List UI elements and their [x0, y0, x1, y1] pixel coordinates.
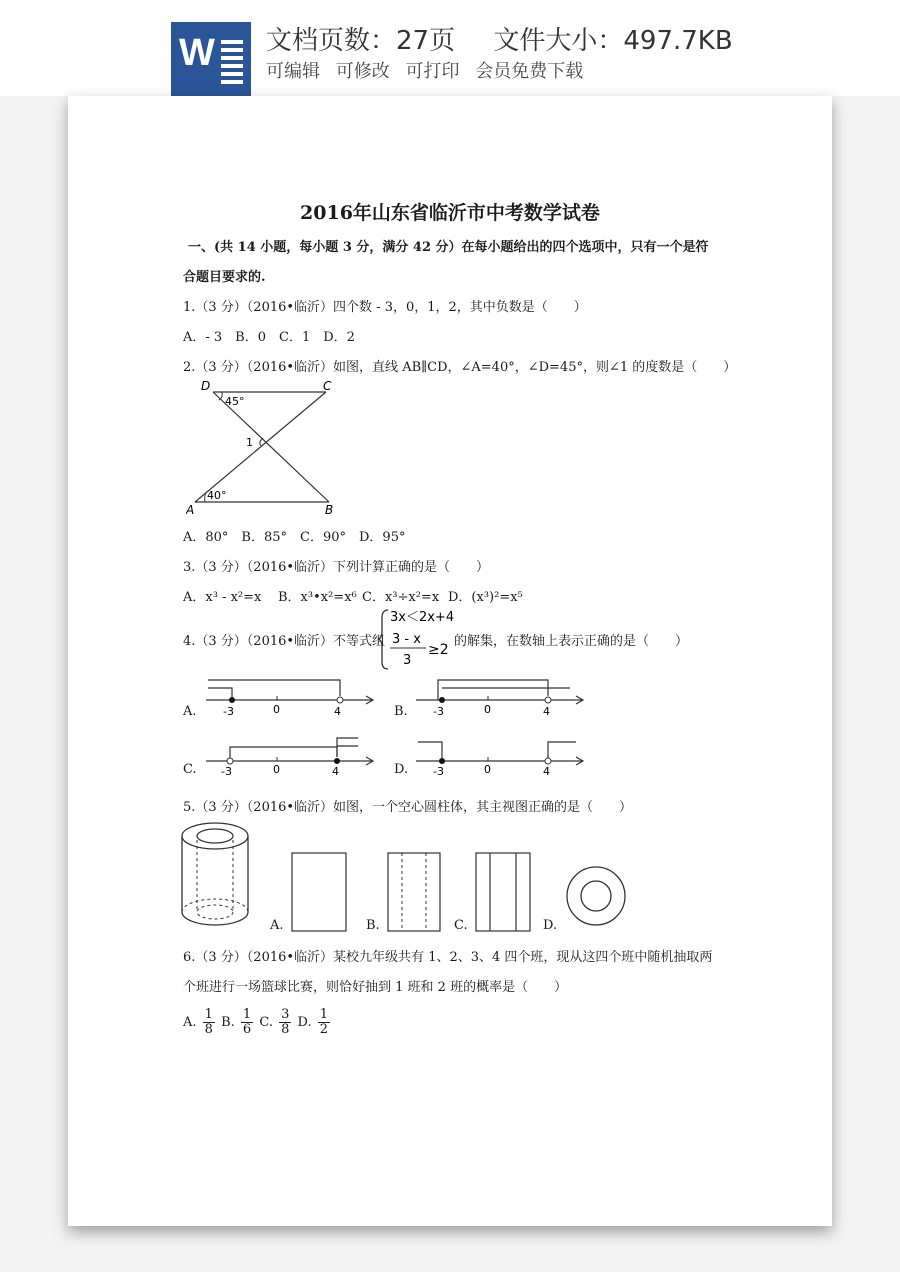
q4-stem-prefix: 4.（3 分）（2016•临沂）不等式组: [183, 634, 386, 649]
q4-c-tick-4: 4: [332, 765, 339, 778]
q4-d-tick-neg3: -3: [433, 765, 444, 778]
q6-stem-line1: 6.（3 分）（2016•临沂）某校九年级共有 1、2、3、4 四个班，现从这四个班中随机抽取两: [183, 950, 713, 965]
q2-stem: 2.（3 分）（2016•临沂）如图，直线 AB∥CD，∠A=40°，∠D=45°，则∠1 的度数是（ ）: [183, 360, 737, 375]
q2-label-b: B: [325, 503, 334, 517]
q3-option-c: C．x³÷x²=x: [362, 590, 440, 605]
q2-angle-1-label: 1: [246, 436, 253, 449]
q5-option-a-view: [290, 851, 348, 933]
q5-stem: 5.（3 分）（2016•临沂）如图，一个空心圆柱体，其主视图正确的是（ ）: [183, 800, 633, 815]
q4-option-a-label: A.: [183, 704, 197, 719]
q4-b-tick-0: 0: [484, 703, 491, 716]
q2-angle-a-label: 40°: [207, 489, 227, 502]
q6-a-num: 1: [204, 1007, 213, 1022]
q4-a-tick-4: 4: [334, 705, 341, 718]
page-count: 文档页数：27页: [266, 26, 456, 56]
document-title: 2016年山东省临沂市中考数学试卷: [300, 202, 600, 224]
word-logo-letter: W: [179, 32, 214, 74]
q4-b-tick-4: 4: [543, 705, 550, 718]
q6-c-num: 3: [281, 1007, 290, 1022]
q4-d-tick-4: 4: [543, 765, 550, 778]
q6-option-b-fraction: [241, 1008, 253, 1037]
q4-inequality-system: [376, 606, 456, 672]
q2-options: A．80° B．85° C．90° D．95°: [183, 530, 406, 545]
q6-b-den: 6: [242, 1022, 252, 1037]
q6-option-d-letter: D.: [297, 1015, 312, 1030]
q6-option-c-fraction: [279, 1008, 291, 1037]
q1-stem: 1.（3 分）（2016•临沂）四个数 - 3，0，1，2，其中负数是（ ）: [183, 300, 587, 315]
q4-c-tick-0: 0: [273, 763, 280, 776]
feature-editable: 可编辑: [266, 61, 320, 82]
q4-inequality-1: 3x＜2x+4: [390, 610, 455, 625]
q4-inequality-2-numerator: 3 - x: [392, 632, 421, 647]
q4-inequality-2-relation: ≥2: [428, 642, 449, 658]
section-instructions-line1: 一、(共 14 小题，每小题 3 分，满分 42 分）在每小题给出的四个选项中，只有一个是符: [188, 240, 709, 255]
q4-number-line-a: [200, 676, 380, 722]
q6-options: [183, 1008, 332, 1037]
q5-option-c-view: [474, 851, 532, 933]
q6-c-den: 8: [281, 1022, 290, 1037]
q5-option-b-label: B.: [366, 918, 380, 933]
q3-option-b: B．x³•x²=x⁶: [278, 590, 357, 605]
q3-option-d: D．(x³)²=x⁵: [448, 590, 523, 605]
q4-b-tick-neg3: -3: [433, 705, 444, 718]
q6-b-num: 1: [242, 1007, 252, 1022]
file-size: 文件大小：497.7KB: [493, 26, 733, 56]
feature-printable: 可打印: [405, 61, 460, 82]
q5-hollow-cylinder-figure: [178, 820, 254, 932]
q2-label-d: D: [201, 379, 211, 393]
q4-a-tick-0: 0: [273, 703, 280, 716]
q6-stem-line2: 个班进行一场篮球比赛，则恰好抽到 1 班和 2 班的概率是（ ）: [183, 980, 568, 995]
q6-a-den: 8: [204, 1022, 213, 1037]
file-info: [266, 20, 763, 57]
q1-options: A．- 3 B．0 C．1 D．2: [183, 330, 355, 345]
q2-label-c: C: [323, 379, 332, 393]
q6-option-c-letter: C.: [259, 1015, 273, 1030]
q3-option-a: A．x³ - x²=x: [183, 590, 262, 605]
q3-stem: 3.（3 分）（2016•临沂）下列计算正确的是（ ）: [183, 560, 490, 575]
q6-option-a-letter: A.: [183, 1015, 197, 1030]
q2-label-a: A: [186, 503, 195, 517]
section-instructions-line2: 合题目要求的.: [183, 270, 266, 285]
download-header: [0, 0, 900, 96]
q5-option-c-label: C.: [454, 918, 468, 933]
q4-inequality-2-denominator: 3: [403, 653, 412, 668]
q4-number-line-d: [410, 734, 590, 780]
q4-c-tick-neg3: -3: [221, 765, 232, 778]
q4-number-line-c: [200, 734, 380, 780]
word-doc-icon: [171, 22, 251, 96]
q6-d-den: 2: [319, 1022, 329, 1037]
q5-option-d-label: D.: [543, 918, 558, 933]
q2-angle-d-label: 45°: [225, 395, 245, 408]
feature-member-download: 会员免费下载: [475, 61, 584, 82]
q6-option-d-fraction: [318, 1008, 330, 1037]
q4-option-c-label: C.: [183, 762, 197, 777]
q4-stem-suffix: 的解集，在数轴上表示正确的是（ ）: [454, 634, 689, 649]
q2-parallel-lines-figure: [186, 378, 346, 518]
q5-option-d-view: [565, 865, 627, 927]
q6-option-b-letter: B.: [221, 1015, 235, 1030]
q4-a-tick-neg3: -3: [223, 705, 234, 718]
q4-d-tick-0: 0: [484, 763, 491, 776]
feature-list: [266, 57, 593, 83]
q4-number-line-b: [410, 676, 590, 722]
q6-d-num: 1: [319, 1007, 329, 1022]
q6-option-a-fraction: [203, 1008, 215, 1037]
q4-option-d-label: D.: [394, 762, 409, 777]
q5-option-a-label: A.: [270, 918, 284, 933]
q5-option-b-view: [386, 851, 442, 933]
q4-option-b-label: B.: [394, 704, 408, 719]
feature-modifiable: 可修改: [335, 61, 390, 82]
